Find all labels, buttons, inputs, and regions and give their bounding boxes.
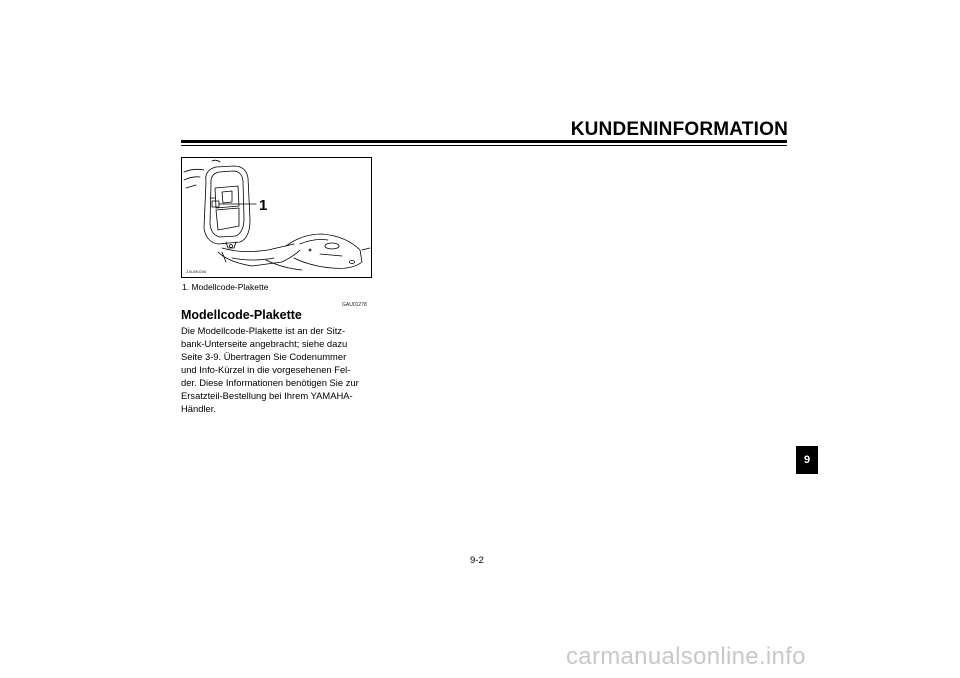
body-line: der. Diese Informationen benötigen Sie zur xyxy=(181,377,359,388)
watermark: carmanualsonline.info xyxy=(566,643,806,670)
body-line: und Info-Kürzel in die vorgesehenen Fel- xyxy=(181,364,351,375)
section-reference-code: GAU01278 xyxy=(342,302,367,308)
page-number: 9-2 xyxy=(470,555,484,566)
seat-underside-drawing xyxy=(182,158,371,277)
body-line: bank-Unterseite angebracht; siehe dazu xyxy=(181,338,348,349)
page-header-title: KUNDENINFORMATION xyxy=(570,119,788,140)
body-line: Ersatzteil-Bestellung bei Ihrem YAMAHA- xyxy=(181,390,353,401)
body-line: Händler. xyxy=(181,403,216,414)
section-body-text xyxy=(181,324,381,415)
body-line: Seite 3-9. Übertragen Sie Codenummer xyxy=(181,351,347,362)
figure-image-code: ZAUM0266 xyxy=(186,269,207,274)
header-rule-thin xyxy=(181,145,787,146)
section-heading: Modellcode-Plakette xyxy=(181,308,302,322)
body-line: Die Modellcode-Plakette ist an der Sitz- xyxy=(181,325,346,336)
chapter-tab: 9 xyxy=(796,446,818,474)
seat-illustration xyxy=(181,157,372,278)
figure-caption: 1. Modellcode-Plakette xyxy=(182,282,269,292)
figure-callout-number: 1 xyxy=(259,197,268,214)
header-rule-thick xyxy=(181,140,787,143)
